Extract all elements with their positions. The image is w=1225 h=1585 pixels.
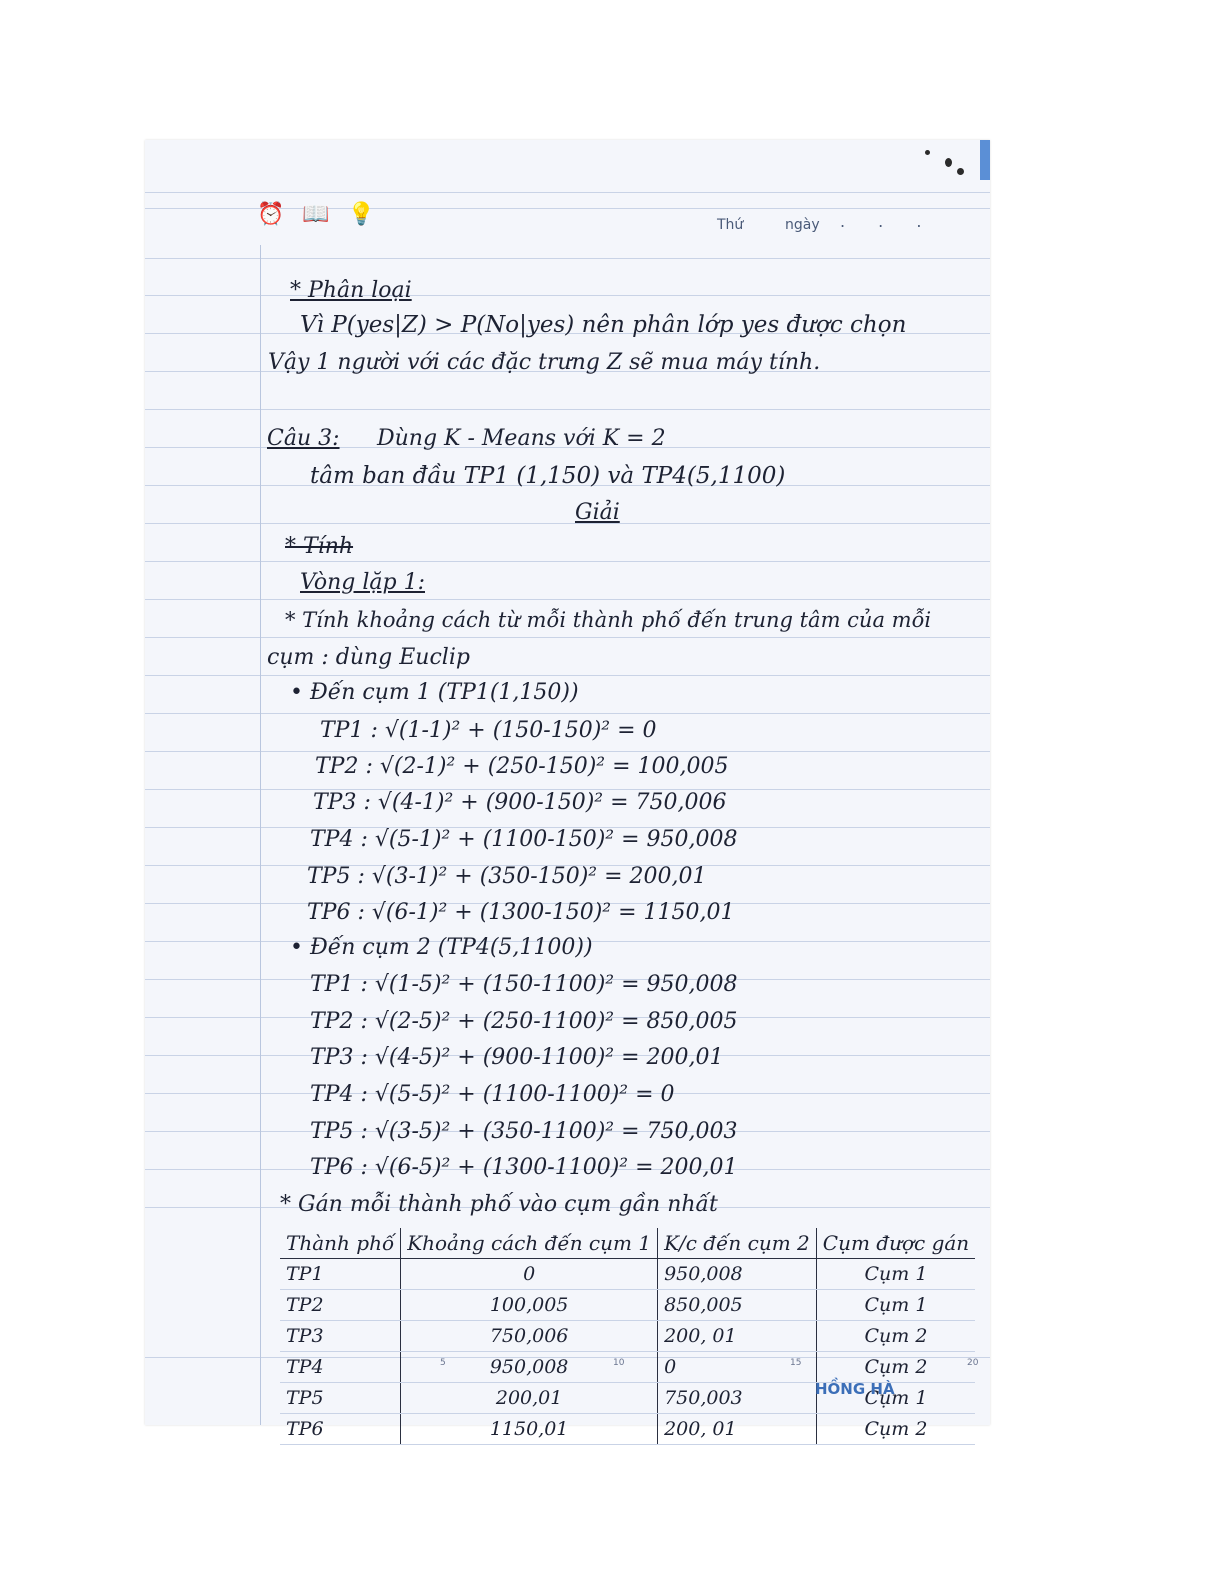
table-row xyxy=(280,1259,975,1290)
assignment-table xyxy=(280,1228,970,1445)
distance-formula: TP3 : √(4-1)² + (900-150)² = 750,006 xyxy=(313,790,727,815)
distance-formula: TP6 : √(6-1)² + (1300-150)² = 1150,01 xyxy=(307,900,735,925)
struck-text: * Tính xyxy=(285,534,354,559)
alarm-clock-icon: ⏰ xyxy=(257,202,285,227)
distance-formula: TP5 : √(3-5)² + (350-1100)² = 750,003 xyxy=(310,1119,738,1144)
cell-cluster: Cụm 1 xyxy=(816,1290,975,1321)
cell-dist-2: 750,003 xyxy=(658,1383,817,1414)
cell-dist-1: 750,006 xyxy=(401,1321,658,1352)
distance-formula: TP5 : √(3-1)² + (350-150)² = 200,01 xyxy=(307,864,707,889)
cell-cluster: Cụm 2 xyxy=(816,1414,975,1445)
text-line: Vậy 1 người với các đặc trưng Z sẽ mua máy tính. xyxy=(268,350,821,375)
cell-city: TP4 xyxy=(280,1352,401,1383)
table-row xyxy=(280,1414,975,1445)
table-header-row xyxy=(280,1228,975,1259)
distance-formula: TP6 : √(6-5)² + (1300-1100)² = 200,01 xyxy=(310,1155,738,1180)
date-dots: . . . xyxy=(840,212,936,231)
table-row xyxy=(280,1321,975,1352)
ruler-tick: 20 xyxy=(967,1358,979,1368)
cell-dist-2: 0 xyxy=(658,1352,817,1383)
col-header-dist-1: Khoảng cách đến cụm 1 xyxy=(401,1228,658,1259)
distance-formula: TP4 : √(5-5)² + (1100-1100)² = 0 xyxy=(310,1082,675,1107)
cell-city: TP3 xyxy=(280,1321,401,1352)
date-label: ngày xyxy=(785,217,820,233)
col-header-cluster: Cụm được gán xyxy=(816,1228,975,1259)
distance-formula: TP1 : √(1-1)² + (150-150)² = 0 xyxy=(320,718,657,743)
book-icon: 📖 xyxy=(302,202,330,227)
distance-formula: TP2 : √(2-1)² + (250-150)² = 100,005 xyxy=(315,754,729,779)
notebook-page xyxy=(145,140,990,1440)
solution-heading: Giải xyxy=(575,500,620,525)
cell-cluster: Cụm 2 xyxy=(816,1352,975,1383)
table-row xyxy=(280,1290,975,1321)
ruler-tick: 5 xyxy=(440,1358,446,1368)
text-line: Vì P(yes|Z) > P(No|yes) nên phân lớp yes được chọn xyxy=(300,312,907,338)
cell-dist-1: 200,01 xyxy=(401,1383,658,1414)
cell-city: TP2 xyxy=(280,1290,401,1321)
lightbulb-icon: 💡 xyxy=(347,202,376,227)
margin-line xyxy=(260,245,261,1425)
assignment-heading: * Gán mỗi thành phố vào cụm gần nhất xyxy=(280,1192,718,1217)
col-header-city: Thành phố xyxy=(280,1228,401,1259)
text-line: cụm : dùng Euclip xyxy=(267,645,470,670)
col-header-dist-2: K/c đến cụm 2 xyxy=(658,1228,817,1259)
section-heading-classification: * Phân loại xyxy=(290,278,412,303)
cell-city: TP1 xyxy=(280,1259,401,1290)
cluster-2-heading: • Đến cụm 2 (TP4(5,1100)) xyxy=(290,935,593,960)
header-icons xyxy=(257,202,375,227)
cell-dist-1: 100,005 xyxy=(401,1290,658,1321)
cell-dist-1: 1150,01 xyxy=(401,1414,658,1445)
distance-formula: TP3 : √(4-5)² + (900-1100)² = 200,01 xyxy=(310,1045,724,1070)
question-heading: Câu 3: xyxy=(267,426,340,451)
table-row xyxy=(280,1352,975,1383)
cell-cluster: Cụm 1 xyxy=(816,1259,975,1290)
ruler-tick: 10 xyxy=(613,1358,625,1368)
weekday-label: Thứ xyxy=(717,217,744,233)
cluster-1-heading: • Đến cụm 1 (TP1(1,150)) xyxy=(290,680,579,705)
distance-formula: TP4 : √(5-1)² + (1100-150)² = 950,008 xyxy=(310,827,738,852)
cell-dist-2: 200, 01 xyxy=(658,1321,817,1352)
cell-dist-2: 850,005 xyxy=(658,1290,817,1321)
text-line: tâm ban đầu TP1 (1,150) và TP4(5,1100) xyxy=(310,463,786,489)
brand-logo: HỒNG HÀ xyxy=(815,1380,895,1398)
cell-cluster: Cụm 2 xyxy=(816,1321,975,1352)
text-line: Dùng K - Means với K = 2 xyxy=(377,426,666,451)
iteration-heading: Vòng lặp 1: xyxy=(300,570,425,595)
cell-dist-1: 0 xyxy=(401,1259,658,1290)
page-corner-tab xyxy=(980,140,990,180)
distance-formula: TP2 : √(2-5)² + (250-1100)² = 850,005 xyxy=(310,1009,738,1034)
distance-formula: TP1 : √(1-5)² + (150-1100)² = 950,008 xyxy=(310,972,738,997)
text-line: * Tính khoảng cách từ mỗi thành phố đến trung tâm của mỗi xyxy=(285,608,932,632)
cell-city: TP6 xyxy=(280,1414,401,1445)
ruler-tick: 15 xyxy=(790,1358,802,1368)
cell-cluster: Cụm 1 xyxy=(816,1383,975,1414)
cell-city: TP5 xyxy=(280,1383,401,1414)
cell-dist-2: 950,008 xyxy=(658,1259,817,1290)
cell-dist-2: 200, 01 xyxy=(658,1414,817,1445)
cell-dist-1: 950,008 xyxy=(401,1352,658,1383)
